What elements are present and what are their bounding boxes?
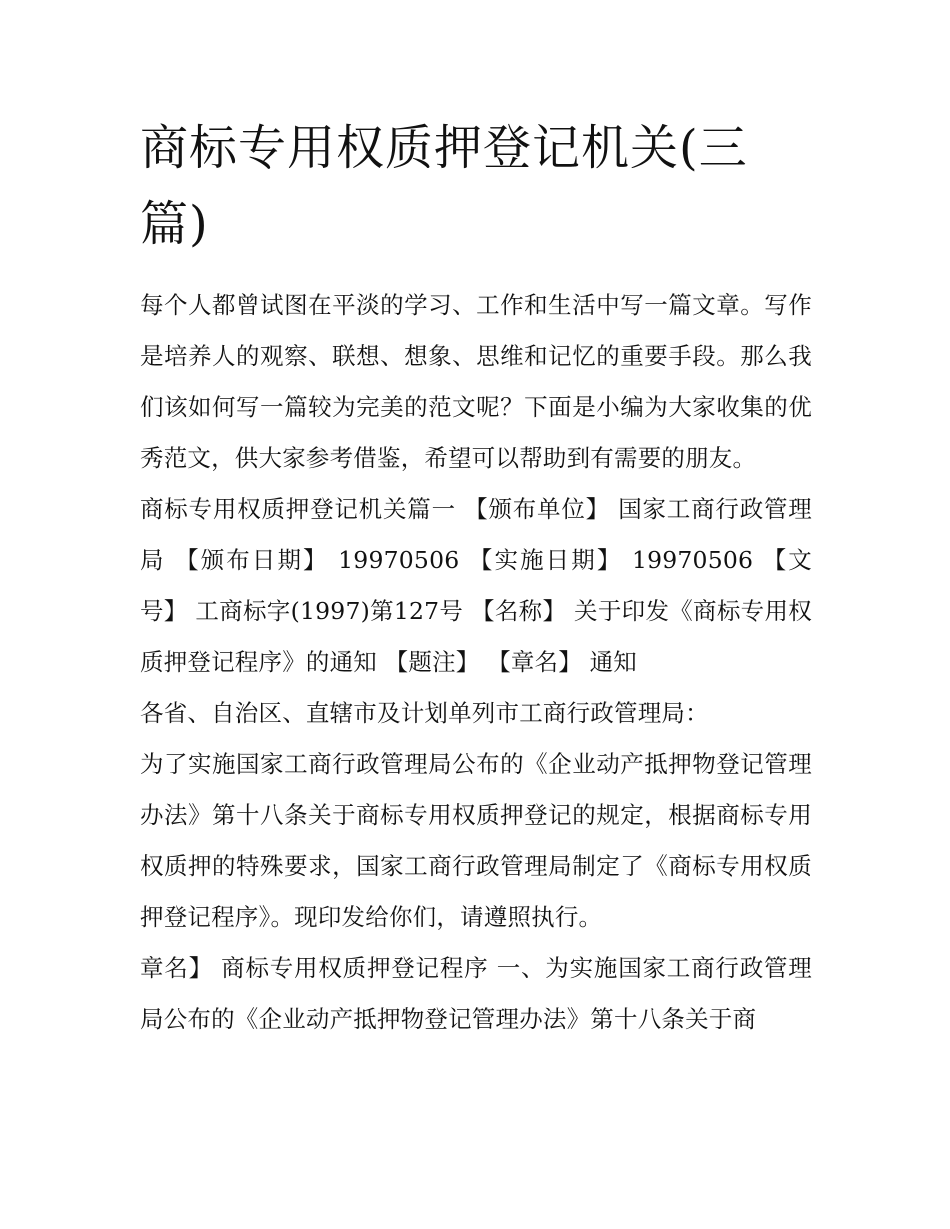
document-title: 商标专用权质押登记机关(三篇) xyxy=(140,120,748,252)
metadata-paragraph: 商标专用权质押登记机关篇一 【颁布单位】 国家工商行政管理局 【颁布日期】 19970506 【实施日期】 19970506 【文号】 工商标字(1997)第127号 【名称】 关于印发《商标专用权质押登记程序》的通知 【题注】 【章名】 通知 xyxy=(140,495,812,676)
notice-paragraph: 为了实施国家工商行政管理局公布的《企业动产抵押物登记管理办法》第十八条关于商标专用权质押登记的规定，根据商标专用权质押的特殊要求，国家工商行政管理局制定了《商标专用权质押登记程序》。现印发给你们，请遵照执行。 xyxy=(140,750,812,931)
intro-paragraph: 每个人都曾试图在平淡的学习、工作和生活中写一篇文章。写作是培养人的观察、联想、想象、思维和记忆的重要手段。那么我们该如何写一篇较为完美的范文呢？下面是小编为大家收集的优秀范文，供大家参考借鉴，希望可以帮助到有需要的朋友。 xyxy=(140,291,812,472)
document-body xyxy=(140,280,812,1045)
procedure-paragraph: 章名】 商标专用权质押登记程序 一、为实施国家工商行政管理局公布的《企业动产抵押物登记管理办法》第十八条关于商 xyxy=(140,954,812,1033)
document-page xyxy=(140,110,812,1045)
salutation-paragraph: 各省、自治区、直辖市及计划单列市工商行政管理局： xyxy=(140,699,709,727)
